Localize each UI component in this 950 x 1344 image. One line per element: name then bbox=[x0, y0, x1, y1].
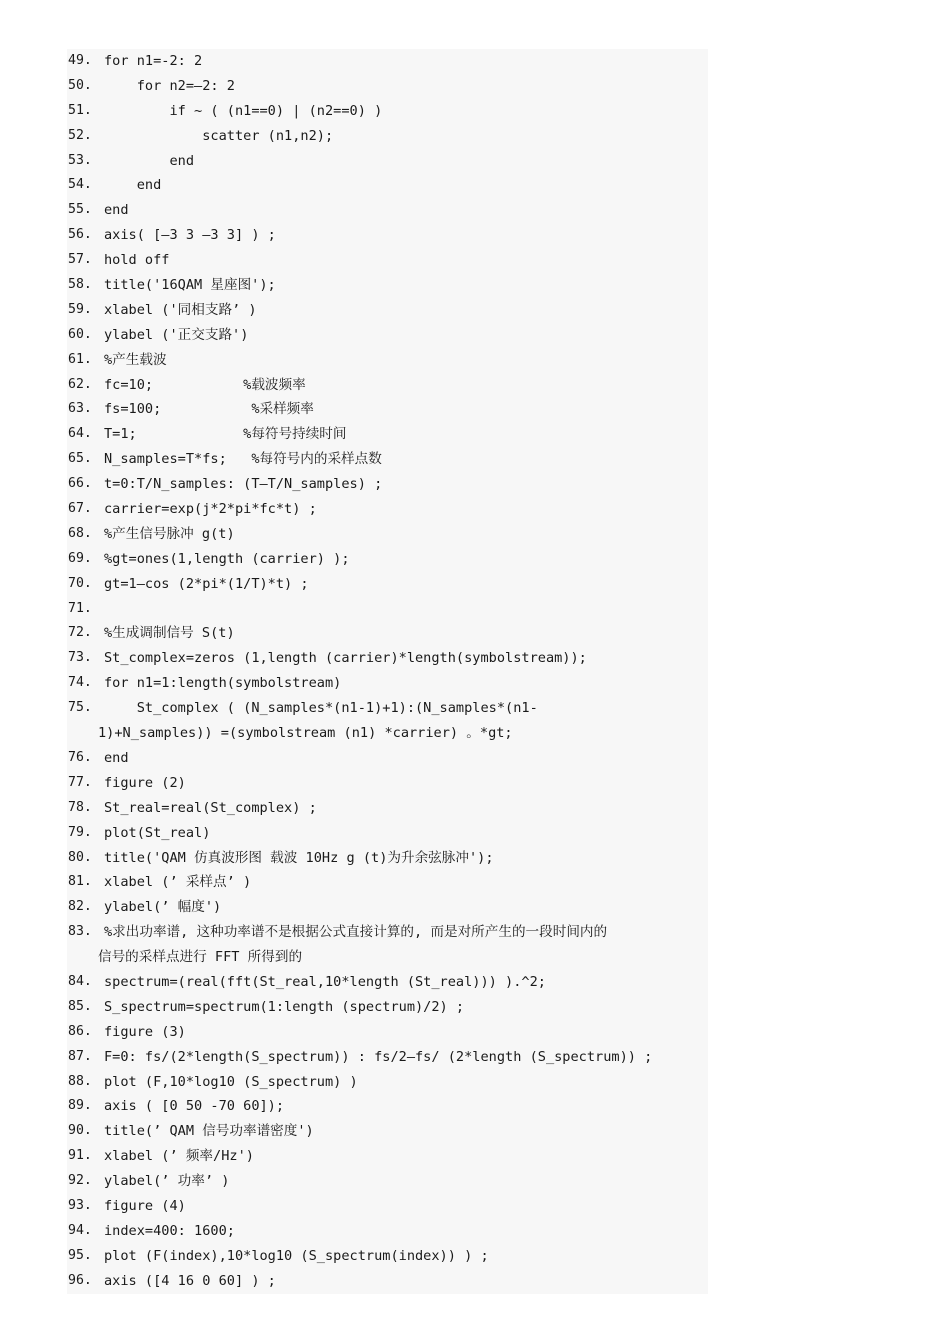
line-number: 88. bbox=[68, 1073, 92, 1089]
line-code: for n1=1:length(symbolstream) bbox=[104, 675, 342, 692]
line-number: 64. bbox=[68, 426, 92, 442]
line-code: scatter (n1,n2); bbox=[104, 127, 334, 144]
code-line bbox=[67, 248, 708, 273]
line-code: end bbox=[104, 152, 195, 169]
code-line bbox=[67, 99, 708, 124]
line-number: 91. bbox=[68, 1148, 92, 1164]
line-code: xlabel ('同相支路’ ) bbox=[104, 301, 257, 318]
line-number: 95. bbox=[68, 1247, 92, 1263]
code-line bbox=[67, 173, 708, 198]
line-code: %gt=ones(1,length (carrier) ); bbox=[104, 550, 350, 567]
line-code: St_complex=zeros (1,length (carrier)*length(symbolstream)); bbox=[104, 650, 587, 667]
code-line bbox=[67, 149, 708, 174]
line-number: 76. bbox=[68, 749, 92, 765]
line-number: 66. bbox=[68, 476, 92, 492]
line-number: 75. bbox=[68, 700, 92, 716]
line-code: end bbox=[104, 202, 129, 219]
line-code: for n2=—2: 2 bbox=[104, 77, 235, 94]
line-number: 82. bbox=[68, 899, 92, 915]
code-line bbox=[67, 995, 708, 1020]
line-number: 61. bbox=[68, 351, 92, 367]
line-code: S_spectrum=spectrum(1:length (spectrum)/2) ; bbox=[104, 998, 465, 1015]
code-line bbox=[67, 422, 708, 447]
line-code: F=0: fs/(2*length(S_spectrum)) : fs/2—fs/ (2*length (S_spectrum)) ; bbox=[104, 1048, 653, 1065]
code-line bbox=[67, 746, 708, 771]
line-code-continuation: 信号的采样点进行 FFT 所得到的 bbox=[98, 949, 303, 966]
line-code: plot (F(index),10*log10 (S_spectrum(index)) ) ; bbox=[104, 1247, 489, 1264]
line-code: title(’ QAM 信号功率谱密度') bbox=[104, 1123, 314, 1140]
code-line bbox=[67, 846, 708, 871]
code-line bbox=[67, 1169, 708, 1194]
line-number: 55. bbox=[68, 202, 92, 218]
line-code: plot (F,10*log10 (S_spectrum) ) bbox=[104, 1073, 358, 1090]
code-line bbox=[67, 1194, 708, 1219]
code-line bbox=[67, 1219, 708, 1244]
line-code: ylabel ('正交支路') bbox=[104, 326, 249, 343]
line-code: hold off bbox=[104, 252, 170, 269]
line-code: gt=1—cos (2*pi*(1/T)*t) ; bbox=[104, 575, 309, 592]
line-code: index=400: 1600; bbox=[104, 1222, 235, 1239]
line-number: 52. bbox=[68, 127, 92, 143]
code-line bbox=[67, 572, 708, 597]
line-number: 73. bbox=[68, 650, 92, 666]
line-number: 54. bbox=[68, 177, 92, 193]
code-line bbox=[67, 895, 708, 920]
line-code: end bbox=[104, 177, 162, 194]
code-line bbox=[67, 671, 708, 696]
line-code: for n1=-2: 2 bbox=[104, 53, 203, 69]
code-line bbox=[67, 447, 708, 472]
line-code: end bbox=[104, 749, 129, 766]
line-code: fs=100; %采样频率 bbox=[104, 401, 314, 418]
line-code: t=0:T/N_samples: (T—T/N_samples) ; bbox=[104, 476, 383, 493]
code-line bbox=[67, 920, 708, 970]
line-number: 92. bbox=[68, 1173, 92, 1189]
line-code: plot(St_real) bbox=[104, 824, 211, 841]
line-number: 71. bbox=[68, 600, 92, 616]
code-line bbox=[67, 1094, 708, 1119]
line-code: axis ( [0 50 -70 60]); bbox=[104, 1098, 285, 1115]
line-number: 62. bbox=[68, 376, 92, 392]
code-line bbox=[67, 1244, 708, 1269]
code-line bbox=[67, 1070, 708, 1095]
line-code: St_real=real(St_complex) ; bbox=[104, 799, 317, 816]
code-line bbox=[67, 298, 708, 323]
code-line bbox=[67, 397, 708, 422]
code-line bbox=[67, 323, 708, 348]
line-number: 49. bbox=[68, 53, 92, 68]
line-number: 63. bbox=[68, 401, 92, 417]
code-line bbox=[67, 223, 708, 248]
code-line bbox=[67, 796, 708, 821]
line-code: ylabel(’ 幅度') bbox=[104, 899, 222, 916]
code-line bbox=[67, 1144, 708, 1169]
line-code: figure (3) bbox=[104, 1023, 186, 1040]
line-number: 94. bbox=[68, 1222, 92, 1238]
line-number: 70. bbox=[68, 575, 92, 591]
line-number: 56. bbox=[68, 227, 92, 243]
line-number: 78. bbox=[68, 799, 92, 815]
line-number: 90. bbox=[68, 1123, 92, 1139]
line-number: 86. bbox=[68, 1023, 92, 1039]
line-number: 67. bbox=[68, 501, 92, 517]
line-code: title('16QAM 星座图'); bbox=[104, 277, 276, 294]
line-code: xlabel (’ 采样点’ ) bbox=[104, 874, 252, 891]
line-number: 80. bbox=[68, 849, 92, 865]
line-code: ylabel(’ 功率’ ) bbox=[104, 1173, 230, 1190]
line-number: 81. bbox=[68, 874, 92, 890]
line-number: 79. bbox=[68, 824, 92, 840]
line-code-continuation: 1)+N_samples)) =(symbolstream (n1) *carrier) 。*gt; bbox=[98, 725, 513, 742]
code-line bbox=[67, 198, 708, 223]
code-line bbox=[67, 348, 708, 373]
code-line bbox=[67, 49, 708, 74]
line-code: title('QAM 仿真波形图 载波 10Hz g (t)为升余弦脉冲'); bbox=[104, 849, 494, 866]
line-number: 65. bbox=[68, 451, 92, 467]
line-code: carrier=exp(j*2*pi*fc*t) ; bbox=[104, 501, 317, 518]
line-number: 68. bbox=[68, 525, 92, 541]
code-line bbox=[67, 1269, 708, 1294]
line-number: 89. bbox=[68, 1098, 92, 1114]
code-line bbox=[67, 696, 708, 746]
code-line bbox=[67, 497, 708, 522]
line-number: 83. bbox=[68, 924, 92, 940]
code-line bbox=[67, 597, 708, 622]
code-line bbox=[67, 646, 708, 671]
line-number: 69. bbox=[68, 550, 92, 566]
line-code: axis ([4 16 0 60] ) ; bbox=[104, 1272, 276, 1289]
line-number: 96. bbox=[68, 1272, 92, 1288]
line-number: 59. bbox=[68, 301, 92, 317]
line-number: 51. bbox=[68, 102, 92, 118]
line-code: fc=10; %载波频率 bbox=[104, 376, 306, 393]
line-code: %求出功率谱, 这种功率谱不是根据公式直接计算的, 而是对所产生的一段时间内的 bbox=[104, 924, 608, 941]
line-code: N_samples=T*fs; %每符号内的采样点数 bbox=[104, 451, 382, 468]
code-line bbox=[67, 970, 708, 995]
code-line bbox=[67, 74, 708, 99]
code-line bbox=[67, 821, 708, 846]
code-line bbox=[67, 621, 708, 646]
line-code: St_complex ( (N_samples*(n1-1)+1):(N_samples*(n1- bbox=[104, 700, 538, 717]
code-line bbox=[67, 1045, 708, 1070]
line-code: figure (4) bbox=[104, 1198, 186, 1214]
code-line bbox=[67, 124, 708, 149]
line-number: 87. bbox=[68, 1048, 92, 1064]
line-number: 93. bbox=[68, 1198, 92, 1213]
code-line bbox=[67, 373, 708, 398]
code-line bbox=[67, 273, 708, 298]
code-line bbox=[67, 870, 708, 895]
code-line bbox=[67, 771, 708, 796]
line-number: 74. bbox=[68, 675, 92, 691]
line-number: 50. bbox=[68, 77, 92, 93]
line-code: T=1; %每符号持续时间 bbox=[104, 426, 347, 443]
line-number: 60. bbox=[68, 326, 92, 342]
line-number: 84. bbox=[68, 973, 92, 989]
code-line bbox=[67, 1119, 708, 1144]
line-number: 85. bbox=[68, 998, 92, 1014]
code-line bbox=[67, 547, 708, 572]
line-code: xlabel (’ 频率/Hz') bbox=[104, 1148, 254, 1165]
line-code: %产生载波 bbox=[104, 351, 167, 368]
line-code: if ~ ( (n1==0) | (n2==0) ) bbox=[104, 102, 383, 119]
line-code: axis( [—3 3 —3 3] ) ; bbox=[104, 227, 276, 244]
code-line bbox=[67, 472, 708, 497]
line-code: %生成调制信号 S(t) bbox=[104, 625, 235, 642]
code-line bbox=[67, 1020, 708, 1045]
line-number: 57. bbox=[68, 252, 92, 268]
line-number: 72. bbox=[68, 625, 92, 641]
line-number: 53. bbox=[68, 152, 92, 168]
code-line bbox=[67, 522, 708, 547]
line-number: 77. bbox=[68, 774, 92, 790]
line-number: 58. bbox=[68, 277, 92, 293]
line-code: %产生信号脉冲 g(t) bbox=[104, 525, 235, 542]
line-code: figure (2) bbox=[104, 774, 186, 791]
line-code: spectrum=(real(fft(St_real,10*length (St_real))) ).^2; bbox=[104, 973, 546, 990]
code-listing bbox=[67, 49, 708, 1294]
